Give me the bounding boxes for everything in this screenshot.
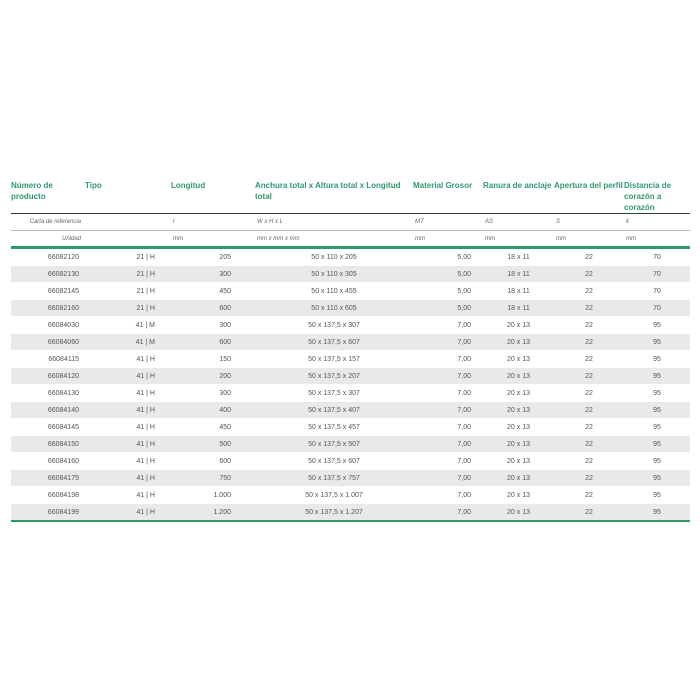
dimensions-cell: 50 x 110 x 205 [255,248,413,266]
dimensions-cell: 50 x 110 x 455 [255,283,413,300]
header-material-thickness: Material Grosor [413,0,483,214]
material-thickness-cell: 7,00 [413,487,483,504]
table-row [11,317,690,334]
product-number-cell: 66084199 [11,504,85,522]
type-cell: 41 | H [85,402,171,419]
product-number-cell: 66084060 [11,334,85,351]
ref-type [85,214,171,231]
length-cell: 150 [171,351,255,368]
type-cell: 41 | H [85,453,171,470]
length-cell: 400 [171,402,255,419]
center-distance-cell: 95 [624,385,690,402]
type-cell: 41 | H [85,351,171,368]
profile-opening-cell: 22 [554,351,624,368]
reference-letter-label: Carta de referencia [11,214,85,231]
anchor-slot-cell: 20 x 13 [483,487,554,504]
anchor-slot-cell: 20 x 13 [483,351,554,368]
center-distance-cell: 70 [624,300,690,317]
unit-overall-dimensions: mm x mm x mm [255,231,413,248]
unit-profile-opening: mm [554,231,624,248]
length-cell: 600 [171,300,255,317]
material-thickness-cell: 7,00 [413,317,483,334]
reference-letter-row [11,214,690,231]
profile-opening-cell: 22 [554,368,624,385]
table-row [11,351,690,368]
column-header-row [11,0,690,214]
material-thickness-cell: 7,00 [413,453,483,470]
dimensions-cell: 50 x 137,5 x 1.207 [255,504,413,522]
dimensions-cell: 50 x 137,5 x 507 [255,436,413,453]
material-thickness-cell: 5,00 [413,248,483,266]
material-thickness-cell: 5,00 [413,300,483,317]
unit-length: mm [171,231,255,248]
center-distance-cell: 95 [624,368,690,385]
length-cell: 450 [171,283,255,300]
dimensions-cell: 50 x 137,5 x 407 [255,402,413,419]
dimensions-cell: 50 x 137,5 x 1.007 [255,487,413,504]
unit-label: Unidad [11,231,85,248]
ref-center-distance: k [624,214,690,231]
center-distance-cell: 70 [624,248,690,266]
header-type: Tipo [85,0,171,214]
product-number-cell: 66084130 [11,385,85,402]
anchor-slot-cell: 20 x 13 [483,470,554,487]
product-number-cell: 66082130 [11,266,85,283]
header-length: Longitud [171,0,255,214]
type-cell: 41 | H [85,368,171,385]
dimensions-cell: 50 x 137,5 x 307 [255,317,413,334]
material-thickness-cell: 7,00 [413,504,483,522]
dimensions-cell: 50 x 110 x 605 [255,300,413,317]
center-distance-cell: 95 [624,453,690,470]
table-row [11,504,690,522]
dimensions-cell: 50 x 110 x 305 [255,266,413,283]
anchor-slot-cell: 20 x 13 [483,419,554,436]
type-cell: 21 | H [85,283,171,300]
unit-row [11,231,690,248]
profile-opening-cell: 22 [554,470,624,487]
profile-opening-cell: 22 [554,283,624,300]
product-number-cell: 66084175 [11,470,85,487]
ref-profile-opening: S [554,214,624,231]
material-thickness-cell: 7,00 [413,419,483,436]
ref-overall-dimensions: W x H x L [255,214,413,231]
profile-opening-cell: 22 [554,300,624,317]
anchor-slot-cell: 18 x 11 [483,300,554,317]
header-center-distance: Distancia de corazón a corazón [624,0,690,214]
type-cell: 21 | H [85,266,171,283]
anchor-slot-cell: 20 x 13 [483,385,554,402]
center-distance-cell: 70 [624,283,690,300]
profile-opening-cell: 22 [554,419,624,436]
type-cell: 41 | H [85,504,171,522]
table-row [11,368,690,385]
product-number-cell: 66084160 [11,453,85,470]
table-row [11,487,690,504]
length-cell: 500 [171,436,255,453]
center-distance-cell: 95 [624,504,690,522]
length-cell: 750 [171,470,255,487]
length-cell: 300 [171,385,255,402]
table-body [11,248,690,522]
length-cell: 1.000 [171,487,255,504]
unit-center-distance: mm [624,231,690,248]
table-row [11,283,690,300]
table-row [11,419,690,436]
length-cell: 200 [171,368,255,385]
table-row [11,334,690,351]
product-number-cell: 66084145 [11,419,85,436]
center-distance-cell: 95 [624,436,690,453]
product-number-cell: 66084030 [11,317,85,334]
material-thickness-cell: 7,00 [413,351,483,368]
profile-opening-cell: 22 [554,453,624,470]
profile-opening-cell: 22 [554,334,624,351]
center-distance-cell: 95 [624,351,690,368]
table-row [11,266,690,283]
product-spec-table [11,0,690,522]
type-cell: 41 | H [85,419,171,436]
dimensions-cell: 50 x 137,5 x 157 [255,351,413,368]
length-cell: 600 [171,453,255,470]
center-distance-cell: 95 [624,402,690,419]
center-distance-cell: 95 [624,317,690,334]
anchor-slot-cell: 20 x 13 [483,368,554,385]
type-cell: 41 | M [85,334,171,351]
table-header [11,0,690,248]
product-number-cell: 66084150 [11,436,85,453]
profile-opening-cell: 22 [554,317,624,334]
table-row [11,436,690,453]
anchor-slot-cell: 20 x 13 [483,453,554,470]
dimensions-cell: 50 x 137,5 x 457 [255,419,413,436]
material-thickness-cell: 7,00 [413,368,483,385]
length-cell: 205 [171,248,255,266]
profile-opening-cell: 22 [554,248,624,266]
ref-material-thickness: MT [413,214,483,231]
anchor-slot-cell: 18 x 11 [483,248,554,266]
length-cell: 1.200 [171,504,255,522]
unit-type [85,231,171,248]
product-number-cell: 66084115 [11,351,85,368]
material-thickness-cell: 7,00 [413,470,483,487]
anchor-slot-cell: 20 x 13 [483,334,554,351]
dimensions-cell: 50 x 137,5 x 207 [255,368,413,385]
profile-opening-cell: 22 [554,385,624,402]
header-overall-dimensions: Anchura total x Altura total x Longitud total [255,0,413,214]
unit-anchor-slot: mm [483,231,554,248]
table-row [11,470,690,487]
type-cell: 41 | M [85,317,171,334]
table-row [11,402,690,419]
material-thickness-cell: 5,00 [413,266,483,283]
product-number-cell: 66082120 [11,248,85,266]
material-thickness-cell: 7,00 [413,402,483,419]
material-thickness-cell: 7,00 [413,385,483,402]
center-distance-cell: 95 [624,487,690,504]
profile-opening-cell: 22 [554,436,624,453]
header-anchor-slot: Ranura de anclaje [483,0,554,214]
anchor-slot-cell: 18 x 11 [483,266,554,283]
product-number-cell: 66084140 [11,402,85,419]
dimensions-cell: 50 x 137,5 x 607 [255,453,413,470]
table-row [11,300,690,317]
type-cell: 21 | H [85,248,171,266]
table-row [11,385,690,402]
length-cell: 300 [171,317,255,334]
center-distance-cell: 95 [624,419,690,436]
material-thickness-cell: 7,00 [413,436,483,453]
type-cell: 41 | H [85,470,171,487]
center-distance-cell: 95 [624,334,690,351]
center-distance-cell: 95 [624,470,690,487]
profile-opening-cell: 22 [554,402,624,419]
anchor-slot-cell: 20 x 13 [483,402,554,419]
profile-opening-cell: 22 [554,266,624,283]
length-cell: 300 [171,266,255,283]
ref-length: l [171,214,255,231]
type-cell: 41 | H [85,436,171,453]
product-number-cell: 66082160 [11,300,85,317]
length-cell: 450 [171,419,255,436]
length-cell: 600 [171,334,255,351]
profile-opening-cell: 22 [554,487,624,504]
dimensions-cell: 50 x 137,5 x 607 [255,334,413,351]
center-distance-cell: 70 [624,266,690,283]
product-number-cell: 66084198 [11,487,85,504]
type-cell: 41 | H [85,385,171,402]
anchor-slot-cell: 18 x 11 [483,283,554,300]
material-thickness-cell: 7,00 [413,334,483,351]
type-cell: 41 | H [85,487,171,504]
table-row [11,248,690,266]
anchor-slot-cell: 20 x 13 [483,504,554,522]
unit-material-thickness: mm [413,231,483,248]
header-profile-opening: Apertura del perfil [554,0,624,214]
anchor-slot-cell: 20 x 13 [483,317,554,334]
dimensions-cell: 50 x 137,5 x 307 [255,385,413,402]
material-thickness-cell: 5,00 [413,283,483,300]
table-row [11,453,690,470]
type-cell: 21 | H [85,300,171,317]
profile-opening-cell: 22 [554,504,624,522]
anchor-slot-cell: 20 x 13 [483,436,554,453]
dimensions-cell: 50 x 137,5 x 757 [255,470,413,487]
ref-anchor-slot: AS [483,214,554,231]
product-number-cell: 66084120 [11,368,85,385]
product-number-cell: 66082145 [11,283,85,300]
header-product-number: Número de producto [11,0,85,214]
